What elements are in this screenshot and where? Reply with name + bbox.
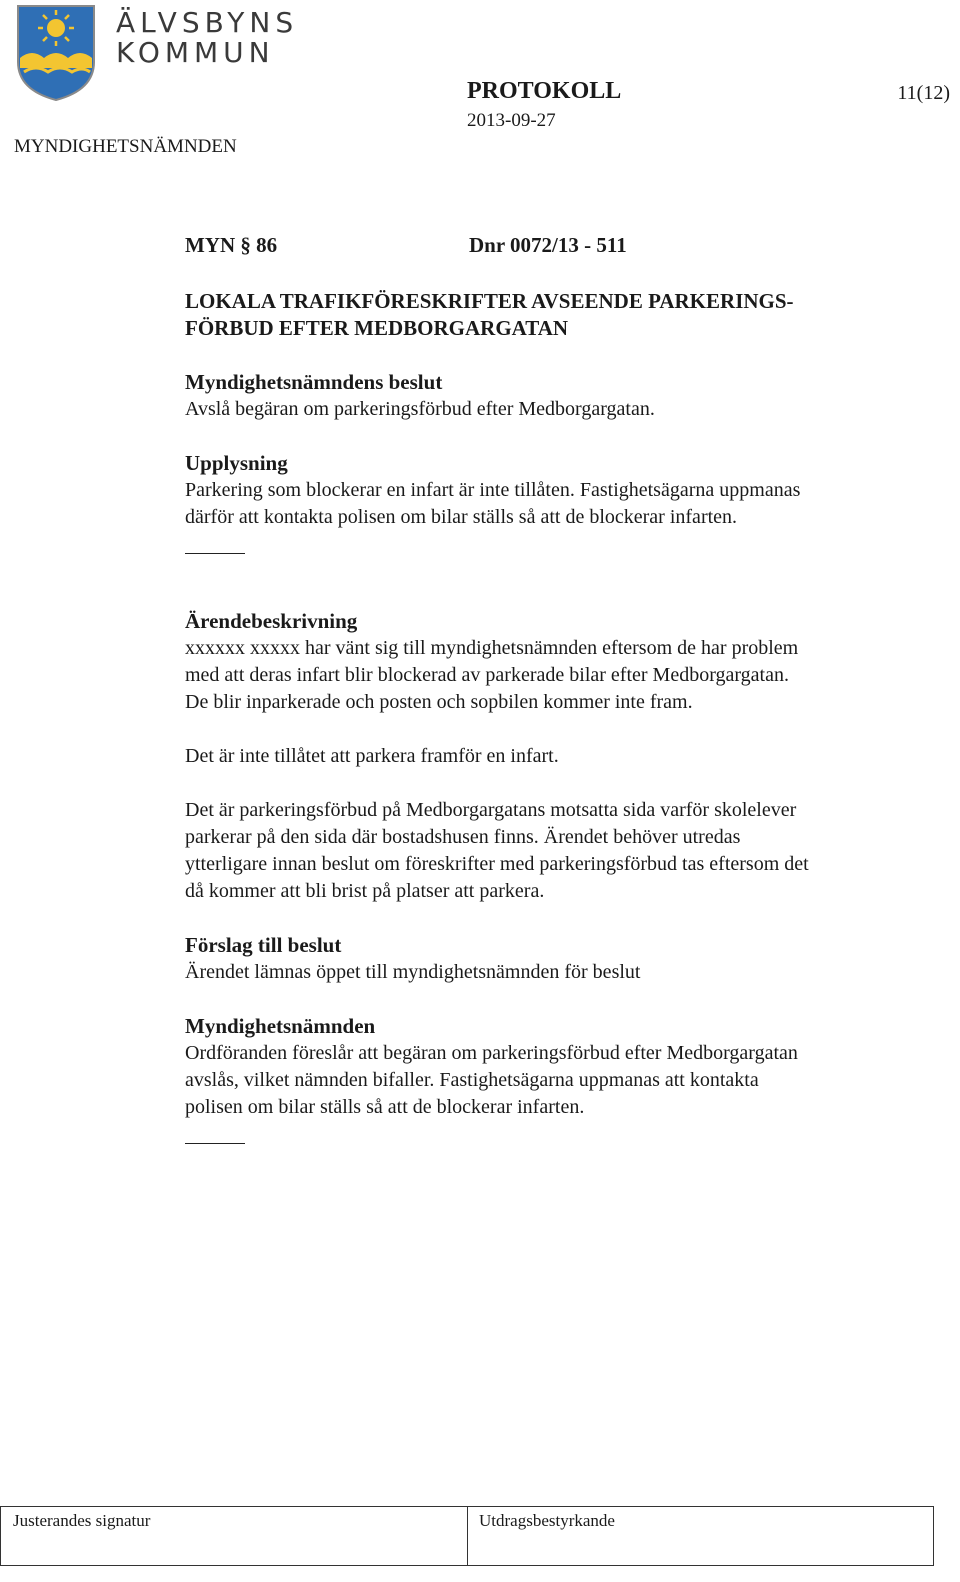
case-title-line-1: LOKALA TRAFIKFÖRESKRIFTER AVSEENDE PARKERINGS- <box>185 289 794 313</box>
board-line-3: polisen om bilar ställs så att de blockerar infarten. <box>185 1096 585 1118</box>
description-heading: Ärendebeskrivning <box>185 609 358 633</box>
municipality-name <box>116 8 298 68</box>
brand-line-1: ÄLVSBYNS <box>116 6 299 39</box>
signature-label: Justerandes signatur <box>13 1511 151 1530</box>
brand-line-2: KOMMUN <box>116 36 275 69</box>
info-line-1: Parkering som blockerar en infart är inte tillåten. Fastighetsägarna uppmanas <box>185 479 801 501</box>
document-type: PROTOKOLL <box>467 78 622 104</box>
description-p3-line-4: då kommer att bli brist på platser att parkera. <box>185 880 545 902</box>
board-heading: Myndighetsnämnden <box>185 1014 376 1038</box>
document-date: 2013-09-27 <box>467 110 556 131</box>
case-title <box>185 288 925 342</box>
description-p1-line-1: xxxxxx xxxxx har vänt sig till myndighetsnämnden eftersom de har problem <box>185 637 799 659</box>
case-id: MYN § 86 <box>185 233 278 257</box>
certification-label: Utdragsbestyrkande <box>479 1511 615 1530</box>
board-line-1: Ordföranden föreslår att begäran om parkeringsförbud efter Medborgargatan <box>185 1042 798 1064</box>
organization-name: MYNDIGHETSNÄMNDEN <box>14 136 237 157</box>
signature-cell <box>1 1507 467 1565</box>
description-p3-line-3: ytterligare innan beslut om föreskrifter med parkeringsförbud tas eftersom det <box>185 853 809 875</box>
description-p1-line-2: med att deras infart blir blockerad av parkerade bilar efter Medborgargatan. <box>185 664 789 686</box>
case-title-line-2: FÖRBUD EFTER MEDBORGARGATAN <box>185 316 569 340</box>
signature-table <box>0 1506 934 1566</box>
description-p1-line-3: De blir inparkerade och posten och sopbilen kommer inte fram. <box>185 691 693 713</box>
case-header <box>185 232 925 266</box>
description-p2: Det är inte tillåtet att parkera framför en infart. <box>185 745 559 767</box>
case-dnr: Dnr 0072/13 - 511 <box>469 233 627 257</box>
info-line-2: därför att kontakta polisen om bilar ställs så att de blockerar infarten. <box>185 506 738 528</box>
decision-text: Avslå begäran om parkeringsförbud efter Medborgargatan. <box>185 398 655 420</box>
proposal-text: Ärendet lämnas öppet till myndighetsnämnden för beslut <box>185 961 641 983</box>
proposal-heading: Förslag till beslut <box>185 933 342 957</box>
info-heading: Upplysning <box>185 451 288 475</box>
decision-heading: Myndighetsnämndens beslut <box>185 370 443 394</box>
protocol-body <box>185 232 925 1144</box>
page-number: 11(12) <box>897 82 950 104</box>
board-line-2: avslås, vilket nämnden bifaller. Fastighetsägarna uppmanas att kontakta <box>185 1069 759 1091</box>
description-p3-line-1: Det är parkeringsförbud på Medborgargatans motsatta sida varför skolelever <box>185 799 797 821</box>
certification-cell <box>467 1507 933 1565</box>
closing-divider <box>185 1143 245 1144</box>
coat-of-arms-icon <box>14 2 98 102</box>
description-p3-line-2: parkerar på den sida där bostadshusen finns. Ärendet behöver utredas <box>185 826 741 848</box>
